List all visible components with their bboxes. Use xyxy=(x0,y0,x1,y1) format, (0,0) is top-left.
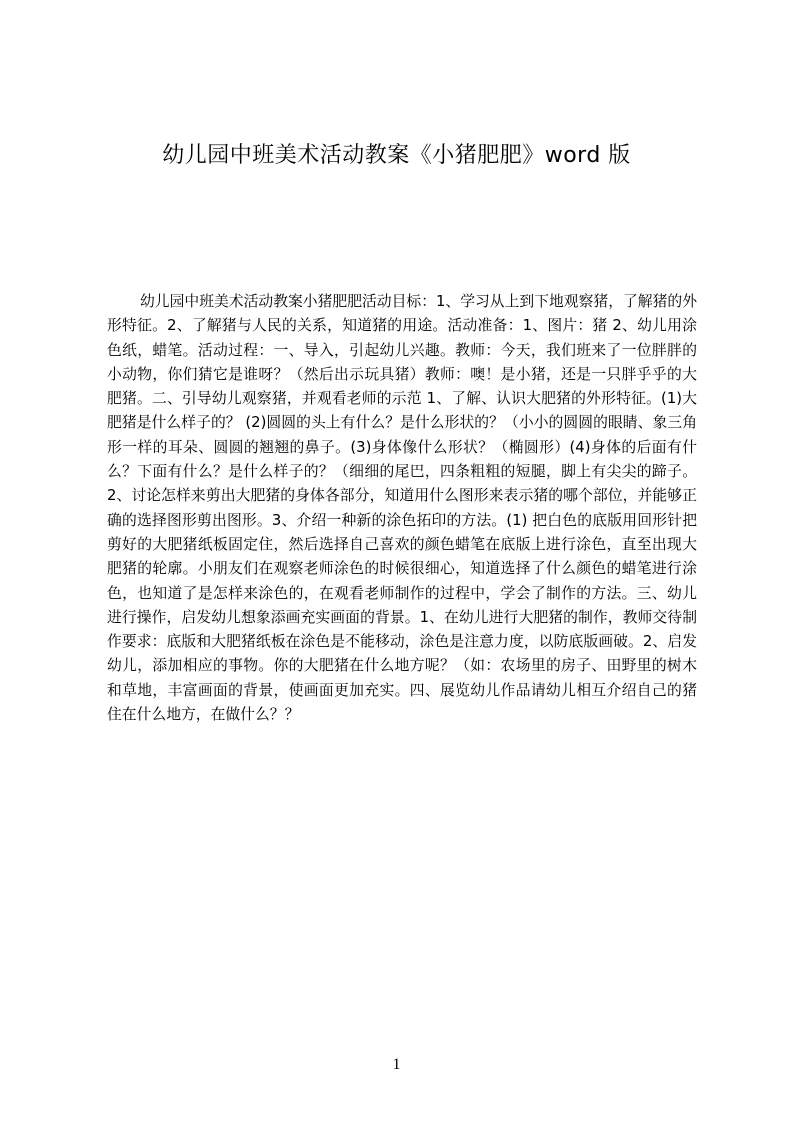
page-number: 1 xyxy=(392,1056,401,1073)
document-body-paragraph: 幼儿园中班美术活动教案小猪肥肥活动目标：1、学习从上到下地观察猪，了解猪的外形特征。2、了解猪与人民的关系，知道猪的用途。活动准备：1、图片：猪 2、幼儿用涂色纸，蜡笔。活动过程：一、导入，引起幼儿兴趣。教师：今天，我们班来了一位胖胖的小动物，你们猜它是谁呀？（然后出示玩具猪）教师：噢！是小猪，还是一只胖乎乎的大肥猪。二、引导幼儿观察猪，并观看老师的示范 1、了解、认识大肥猪的外形特征。(1)大肥猪是什么样子的？ (2)圆圆的头上有什么？是什么形状的？（小小的圆圆的眼睛、象三角形一样的耳朵、圆圆的翘翘的鼻子。(3)身体像什么形状？（椭圆形）(4)身体的后面有什么？下面有什么？是什么样子的？（细细的尾巴，四条粗粗的短腿，脚上有尖尖的蹄子。2、讨论怎样来剪出大肥猪的身体各部分，知道用什么图形来表示猪的哪个部位，并能够正确的选择图形剪出图形。3、介绍一种新的涂色拓印的方法。(1) 把白色的底版用回形针把剪好的大肥猪纸板固定住，然后选择自己喜欢的颜色蜡笔在底版上进行涂色，直至出现大肥猪的轮廓。小朋友们在观察老师涂色的时候很细心，知道选择了什么颜色的蜡笔进行涂色，也知道了是怎样来涂色的，在观看老师制作的过程中，学会了制作的方法。三、幼儿进行操作，启发幼儿想象添画充实画面的背景。1、在幼儿进行大肥猪的制作，教师交待制作要求：底版和大肥猪纸板在涂色是不能移动，涂色是注意力度，以防底版画破。2、启发幼儿，添加相应的事物。你的大肥猪在什么地方呢？（如：农场里的房子、田野里的树木和草地，丰富画面的背景，使画面更加充实。四、展览幼儿作品请幼儿相互介绍自己的猪住在什么地方，在做什么？？ xyxy=(107,293,697,724)
document-title: 幼儿园中班美术活动教案《小猪肥肥》word 版 xyxy=(162,143,631,168)
